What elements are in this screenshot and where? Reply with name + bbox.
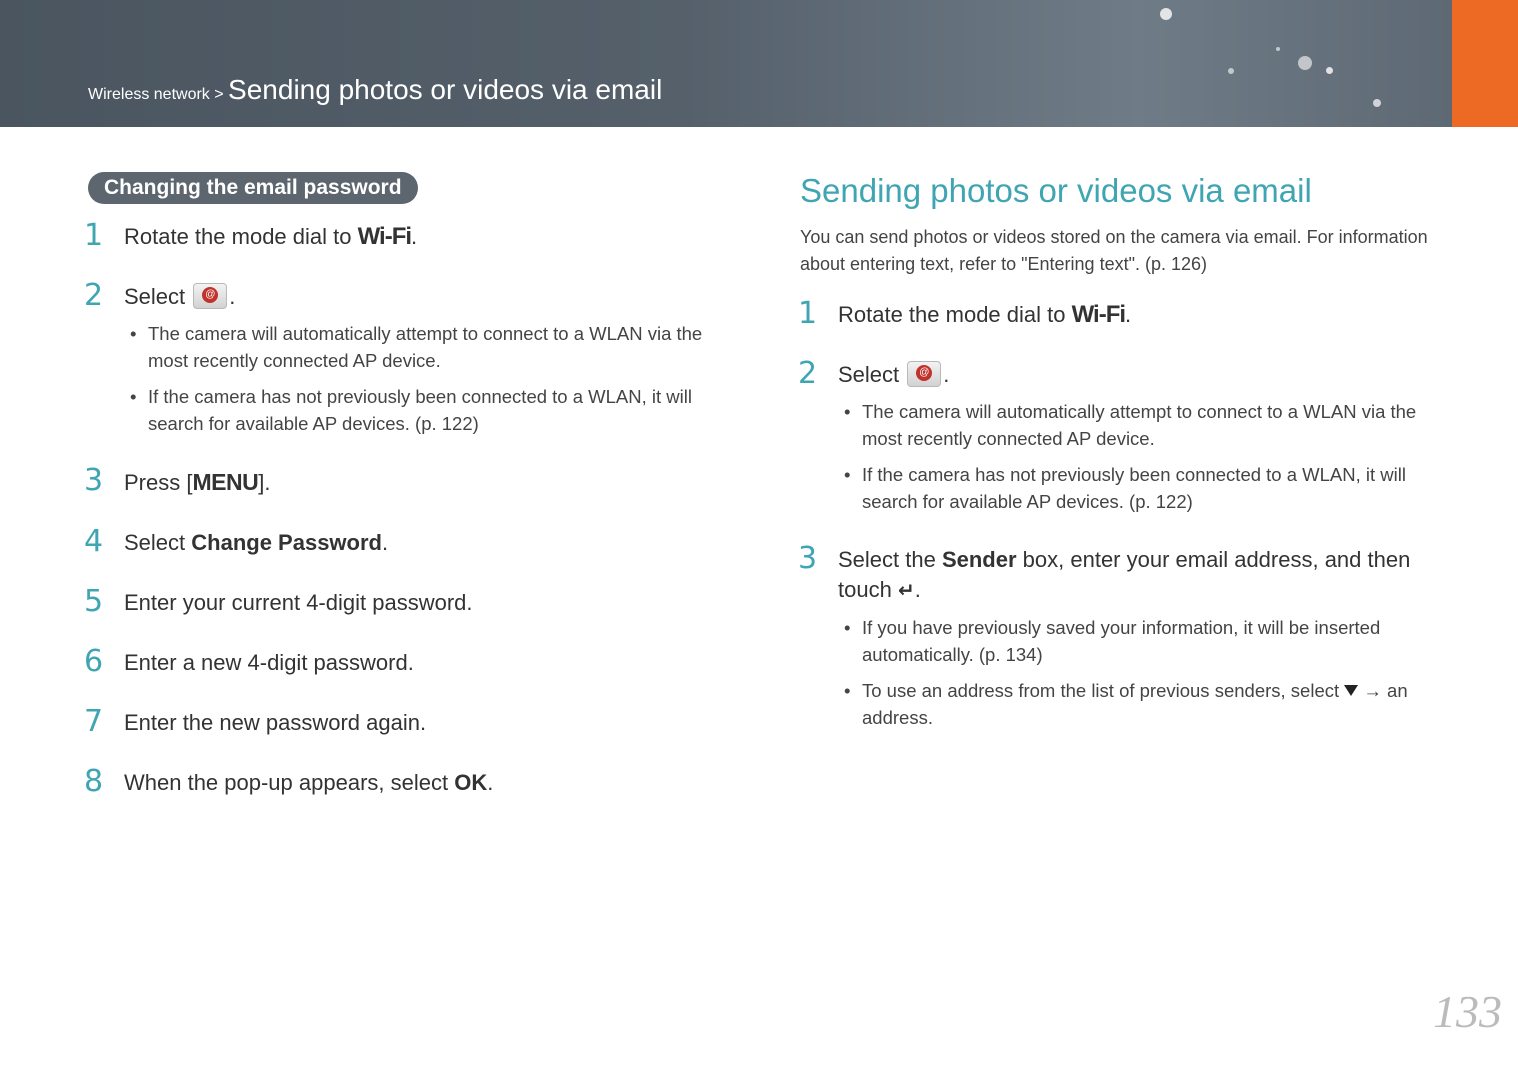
step-2 — [798, 356, 1448, 515]
step-text-part: . — [381, 530, 389, 555]
decorative-light — [1228, 68, 1234, 74]
wifi-icon: Wi-Fi — [1071, 301, 1126, 328]
step-1 — [798, 296, 1448, 331]
step-text-part: Select — [838, 362, 906, 387]
step-6 — [84, 644, 734, 679]
bullet-item: • The camera will automatically attempt to connect to a WLAN via the most recently connected AP device. — [124, 320, 734, 374]
step-number: 2 — [84, 278, 104, 313]
step-number: 4 — [84, 524, 104, 559]
email-icon — [193, 283, 227, 309]
step-text — [124, 528, 734, 558]
step-number: 1 — [84, 218, 104, 253]
step-number: 7 — [84, 704, 104, 739]
step-text-bold: Change Password — [191, 530, 382, 555]
step-7 — [84, 704, 734, 739]
step-2 — [84, 278, 734, 437]
step-5 — [84, 584, 734, 619]
breadcrumb-section: Wireless network > — [88, 86, 224, 103]
bullet-text-part: → an address. — [862, 680, 1408, 728]
step-text — [838, 545, 1448, 606]
email-icon — [907, 361, 941, 387]
step-number: 1 — [798, 296, 818, 331]
step-text-part: . — [914, 577, 921, 602]
step-3 — [84, 463, 734, 498]
breadcrumb-title: Sending photos or videos via email — [228, 74, 663, 105]
step-number: 5 — [84, 584, 104, 619]
section-label: Changing the email password — [88, 172, 418, 204]
step-text-part: Select the — [838, 547, 942, 572]
step-text-part: Rotate the mode dial to — [124, 224, 358, 249]
step-number: 3 — [84, 463, 104, 498]
bullet-list — [124, 320, 734, 437]
decorative-light — [1298, 56, 1312, 70]
step-text-part: Press [ — [124, 470, 193, 495]
step-text: Enter the new password again. — [124, 710, 427, 735]
step-text: Enter a new 4-digit password. — [124, 650, 414, 675]
wifi-icon: Wi-Fi — [357, 223, 412, 250]
step-text-bold: OK — [454, 770, 488, 795]
step-8 — [84, 764, 734, 799]
step-text-part: Select — [124, 284, 192, 309]
step-text-part: . — [1125, 302, 1132, 327]
step-text-part: box, enter your email address, and then touch — [838, 547, 1411, 602]
step-text-bold: Sender — [941, 547, 1017, 572]
step-text — [838, 300, 1448, 330]
step-text-part: . — [229, 284, 236, 309]
step-text — [124, 467, 734, 498]
bullet-item: • The camera will automatically attempt to connect to a WLAN via the most recently connected AP device. — [838, 398, 1448, 452]
section-title: Sending photos or videos via email — [800, 172, 1312, 209]
step-1 — [84, 218, 734, 253]
intro-paragraph: You can send photos or videos stored on the camera via email. For information about entering text, refer to "Entering text". (p. 126) — [800, 227, 1428, 274]
left-column — [84, 218, 734, 828]
enter-icon: ↵ — [897, 580, 915, 602]
bullet-item: • If the camera has not previously been connected to a WLAN, it will search for available AP devices. (p. 122) — [838, 461, 1448, 515]
step-text-part: . — [943, 362, 950, 387]
step-text — [124, 768, 734, 798]
bullet-text-part: To use an address from the list of previous senders, select — [862, 680, 1345, 701]
step-text — [124, 282, 734, 312]
decorative-light — [1276, 47, 1280, 51]
step-number: 8 — [84, 764, 104, 799]
step-text — [124, 222, 734, 252]
step-text-part: ]. — [258, 470, 271, 495]
page-number: 133 — [1433, 986, 1502, 1037]
step-text: Enter your current 4-digit password. — [124, 590, 473, 615]
step-3 — [798, 541, 1448, 731]
breadcrumb — [88, 74, 662, 106]
chapter-tab — [1452, 0, 1518, 127]
step-text-part: . — [411, 224, 418, 249]
step-number: 3 — [798, 541, 818, 576]
bullet-item: • If the camera has not previously been connected to a WLAN, it will search for available AP devices. (p. 122) — [124, 383, 734, 437]
dropdown-arrow-icon — [1344, 685, 1358, 696]
bullet-item: • If you have previously saved your information, it will be inserted automatically. (p. 134) — [838, 614, 1448, 668]
step-4 — [84, 524, 734, 559]
step-text — [838, 360, 1448, 390]
step-text-part: Select — [124, 530, 192, 555]
step-number: 2 — [798, 356, 818, 391]
bullet-item — [838, 677, 1448, 731]
step-text-part: . — [487, 770, 494, 795]
menu-button-icon: MENU — [192, 469, 259, 495]
page-header — [0, 0, 1518, 127]
decorative-light — [1160, 8, 1172, 20]
right-column — [798, 172, 1448, 761]
step-text-part: Rotate the mode dial to — [838, 302, 1072, 327]
bullet-list — [838, 398, 1448, 515]
step-text-part: When the pop-up appears, select — [124, 770, 455, 795]
decorative-light — [1326, 67, 1333, 74]
bullet-list — [838, 614, 1448, 731]
step-number: 6 — [84, 644, 104, 679]
decorative-light — [1373, 99, 1381, 107]
